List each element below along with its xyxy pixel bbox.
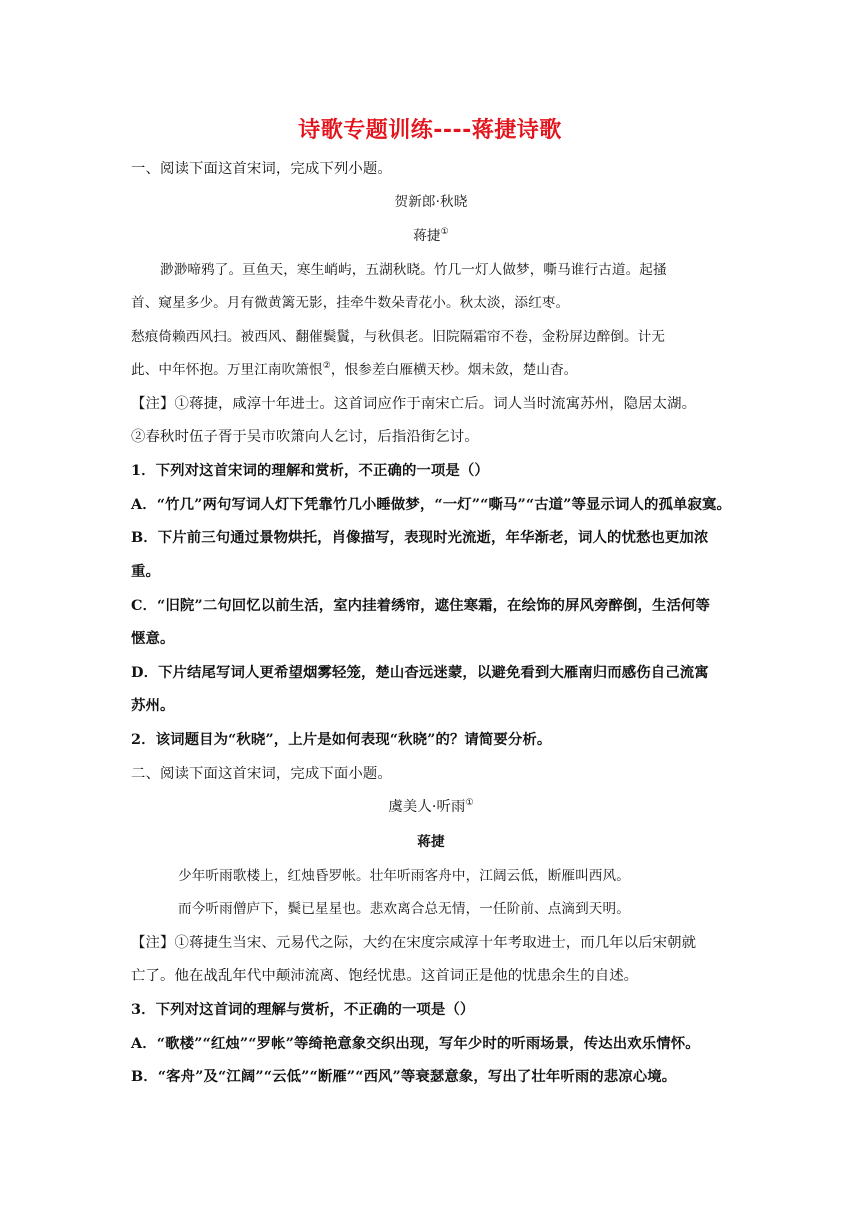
question-1-stem: 1．下列对这首宋词的理解和赏析，不正确的一项是（） xyxy=(131,462,489,479)
question-1-option-b-2: 重。 xyxy=(131,563,160,580)
poem-2-title xyxy=(131,797,731,817)
section-1-heading: 一、阅读下面这首宋词，完成下列小题。 xyxy=(131,161,392,177)
poem-2-author: 蒋捷 xyxy=(417,834,445,850)
poem-2-line-1: 少年听雨歌楼上，红烛昏罗帐。壮年听雨客舟中，江阔云低，断雁叫西风。 xyxy=(178,868,630,884)
poem-1-line-3: 愁痕倚赖西风扫。被西风、翻催鬓鬒，与秋俱老。旧院隔霜帘不卷，金粉屏边醉倒。计无 xyxy=(131,329,666,345)
poem-1-line-4 xyxy=(131,360,731,380)
question-1-option-a: A．“竹几”两句写词人灯下凭靠竹几小睡做梦，“一灯”“嘶马”“古道”等显示词人的孤单寂寞。 xyxy=(131,496,731,513)
question-1-option-c-2: 惬意。 xyxy=(131,630,175,647)
question-3-stem: 3．下列对这首词的理解与赏析，不正确的一项是（） xyxy=(131,1001,475,1018)
poem-1-note-1: 【注】①蒋捷，咸淳十年进士。这首词应作于南宋亡后。词人当时流寓苏州，隐居太湖。 xyxy=(131,396,697,412)
poem-1-title: 贺新郎·秋晓 xyxy=(394,194,468,210)
poem-2-title-text: 虞美人·听雨 xyxy=(388,799,466,815)
question-1-option-d-1: D．下片结尾写词人更希望烟雾轻笼，楚山杳远迷蒙，以避免看到大雁南归而感伤自己流寓 xyxy=(131,664,709,681)
poem-1-line-4a: 此、中年怀抱。万里江南吹箫恨 xyxy=(131,362,323,378)
poem-2-line-2: 而今听雨僧庐下，鬓已星星也。悲欢离合总无情，一任阶前、点滴到天明。 xyxy=(178,901,630,917)
question-1-option-d-2: 苏州。 xyxy=(131,697,175,714)
question-2: 2．该词题目为“秋晓”，上片是如何表现“秋晓”的？请简要分析。 xyxy=(131,731,552,748)
poem-1-author xyxy=(131,226,731,246)
poem-2-note-2: 亡了。他在战乱年代中颠沛流离、饱经忧患。这首词正是他的忧患余生的自述。 xyxy=(131,968,639,984)
page-title: 诗歌专题训练----蒋捷诗歌 xyxy=(298,118,562,143)
question-3-option-b: B．“客舟”及“江阔”“云低”“断雁”“西风”等衰瑟意象，写出了壮年听雨的悲凉心境。 xyxy=(131,1068,677,1085)
question-3-option-a: A．“歌楼”“红烛”“罗帐”等绮艳意象交织出现，写年少时的听雨场景，传达出欢乐情怀。 xyxy=(131,1035,700,1052)
poem-1-line-2: 首、窥星多少。月有微黄篱无影，挂牵牛数朵青花小。秋太淡，添红枣。 xyxy=(131,295,570,311)
section-2-heading: 二、阅读下面这首宋词，完成下面小题。 xyxy=(131,766,392,782)
poem-1-note-mark: ② xyxy=(322,361,331,371)
poem-1-line-4b: ，恨参差白雁横天杪。烟未敛，楚山杳。 xyxy=(330,362,578,378)
poem-1-line-1: 渺渺啼鸦了。亘鱼天，寒生峭屿，五湖秋晓。竹几一灯人做梦，嘶马谁行古道。起搔 xyxy=(160,262,667,278)
poem-2-note-1: 【注】①蒋捷生当宋、元易代之际，大约在宋度宗咸淳十年考取进士，而几年以后宋朝就 xyxy=(131,935,697,951)
poem-2-title-note-mark: ① xyxy=(465,798,474,808)
poem-1-author-note-mark: ① xyxy=(440,227,449,237)
question-1-option-c-1: C．“旧院”二句回忆以前生活，室内挂着绣帘，遮住寒霜，在绘饰的屏风旁醉倒，生活何等 xyxy=(131,597,710,614)
poem-1-note-2: ②春秋时伍子胥于吴市吹箫向人乞讨，后指沿街乞讨。 xyxy=(131,429,479,445)
poem-1-author-name: 蒋捷 xyxy=(413,228,441,244)
question-1-option-b-1: B．下片前三句通过景物烘托，肖像描写，表现时光流逝，年华渐老，词人的忧愁也更加浓 xyxy=(131,529,709,546)
